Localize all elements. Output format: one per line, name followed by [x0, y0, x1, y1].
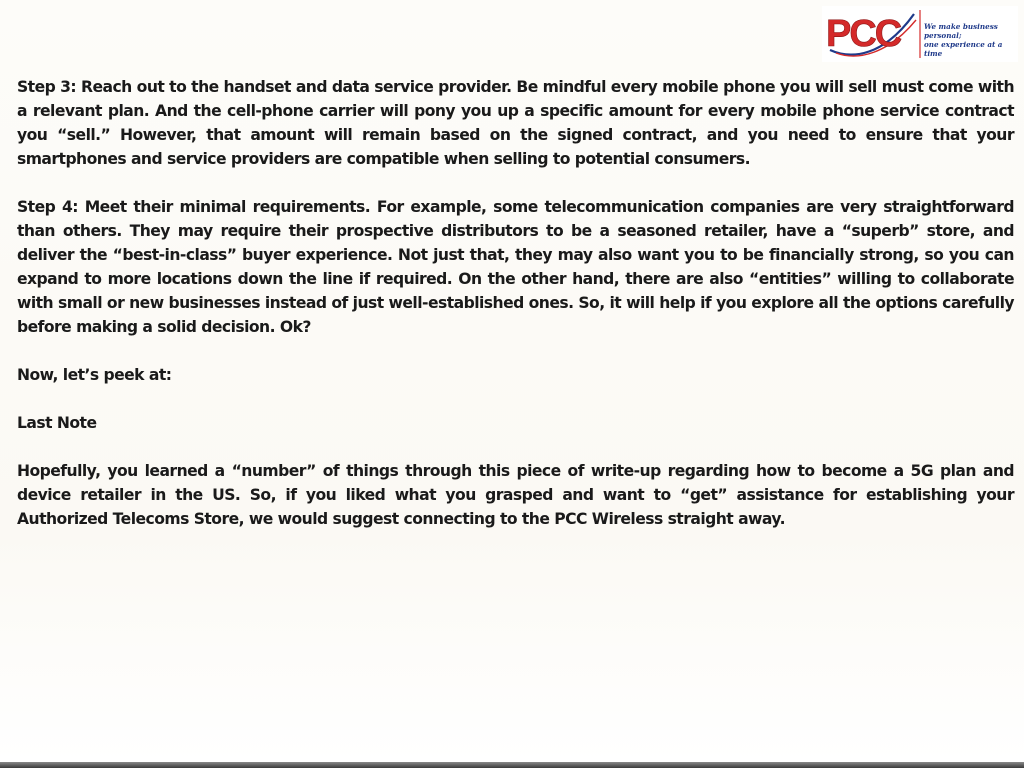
pcc-logo-mark: [822, 6, 922, 62]
document-body: [17, 75, 1014, 555]
paragraph-conclusion: Hopefully, you learned a “number” of things through this piece of write-up regarding how to become a 5G plan and device retailer in the US. So, if you liked what you grasped and want to “get” assistance for establishing your Authorized Telecoms Store, we would suggest connecting to the PCC Wireless straight away.: [17, 462, 1014, 528]
logo-text: PCC: [826, 13, 901, 55]
heading-last-note: Last Note: [17, 414, 97, 432]
logo-tagline-line2: one experience at a time: [924, 40, 1003, 58]
paragraph-step-4: Step 4: Meet their minimal requirements. For example, some telecommunication companies are very straightforward than others. They may require their prospective distributors to be a seasoned retailer, have a “superb” store, and deliver the “best-in-class” buyer experience. Not just that, they may also want you to be financially strong, so you can expand to more locations down the line if required. On the other hand, there are also “entities” willing to collaborate with small or new businesses instead of just well-established ones. So, it will help if you explore all the options carefully before making a solid decision. Ok?: [17, 198, 1014, 336]
paragraph-step-3: Step 3: Reach out to the handset and data service provider. Be mindful every mobile phone you will sell must come with a relevant plan. And the cell-phone carrier will pony you up a specific amount for every mobile phone service contract you “sell.” However, that amount will remain based on the signed contract, and you need to ensure that your smartphones and service providers are compatible when selling to potential consumers.: [17, 78, 1014, 168]
paragraph-peek: Now, let’s peek at:: [17, 366, 172, 384]
pcc-logo: [822, 6, 1018, 62]
logo-tagline: [924, 22, 1018, 58]
slide-bottom-border: [0, 762, 1024, 768]
logo-tagline-line1: We make business personal;: [924, 22, 998, 40]
